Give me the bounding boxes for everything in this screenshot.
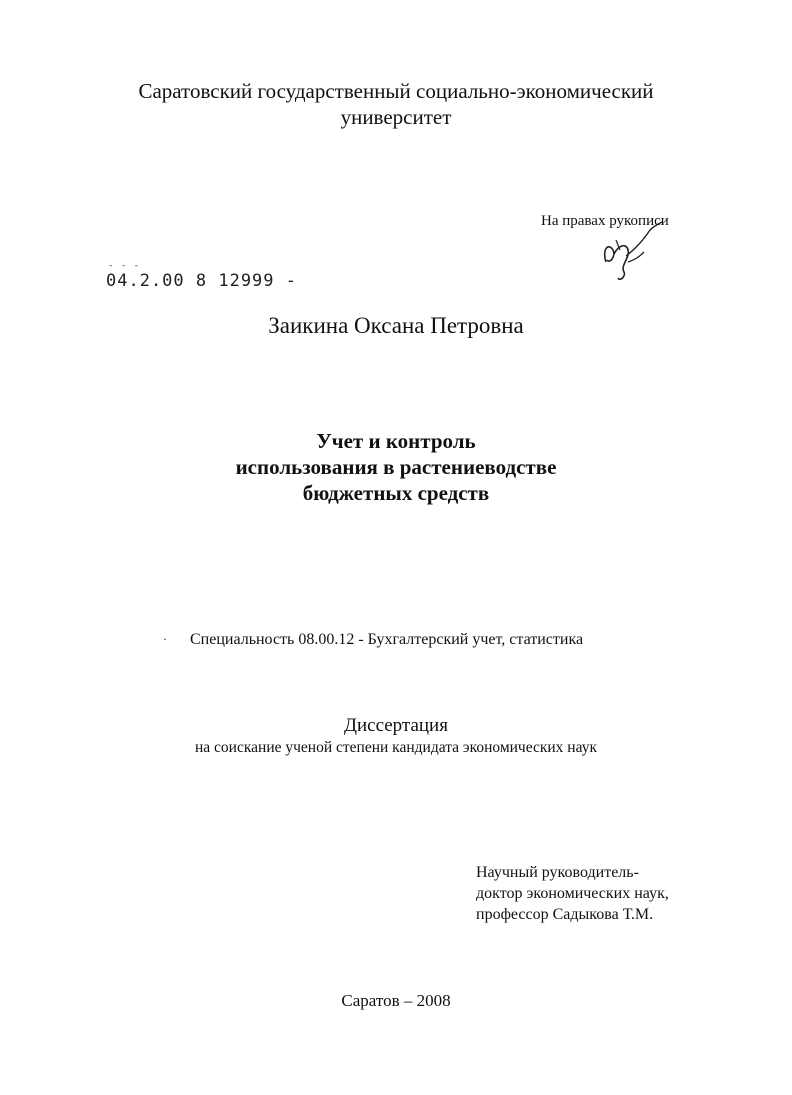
registration-stamp: 04.2.00 8 12999 - <box>106 271 297 291</box>
supervisor-line-1: Научный руководитель- <box>476 864 639 881</box>
supervisor-block <box>476 862 669 925</box>
specialty-line: Специальность 08.00.12 - Бухгалтерский учет, статистика <box>190 631 584 648</box>
title-line-1: Учет и контроль <box>316 429 476 453</box>
supervisor-line-2: доктор экономических наук, <box>476 885 669 902</box>
city-year: Саратов – 2008 <box>341 991 451 1010</box>
title-line-2: использования в растениеводстве <box>235 455 557 479</box>
dissertation-heading: Диссертация <box>344 715 448 736</box>
university-name <box>0 78 792 130</box>
university-line-2: университет <box>340 105 452 129</box>
supervisor-line-3: профессор Садыкова Т.М. <box>476 906 654 923</box>
stamp-marks: - - - <box>108 261 141 271</box>
university-line-1: Саратовский государственный социально-экономический <box>138 79 654 103</box>
author-name: Заикина Оксана Петровна <box>268 313 524 338</box>
title-line-3: бюджетных средств <box>302 481 490 505</box>
dissertation-subheading: на соискание ученой степени кандидата экономических наук <box>195 739 597 756</box>
dissertation-title <box>0 428 792 506</box>
handwritten-signature <box>598 220 668 290</box>
scan-dot: · <box>163 632 167 646</box>
rights-note: На правах рукописи <box>541 213 669 229</box>
